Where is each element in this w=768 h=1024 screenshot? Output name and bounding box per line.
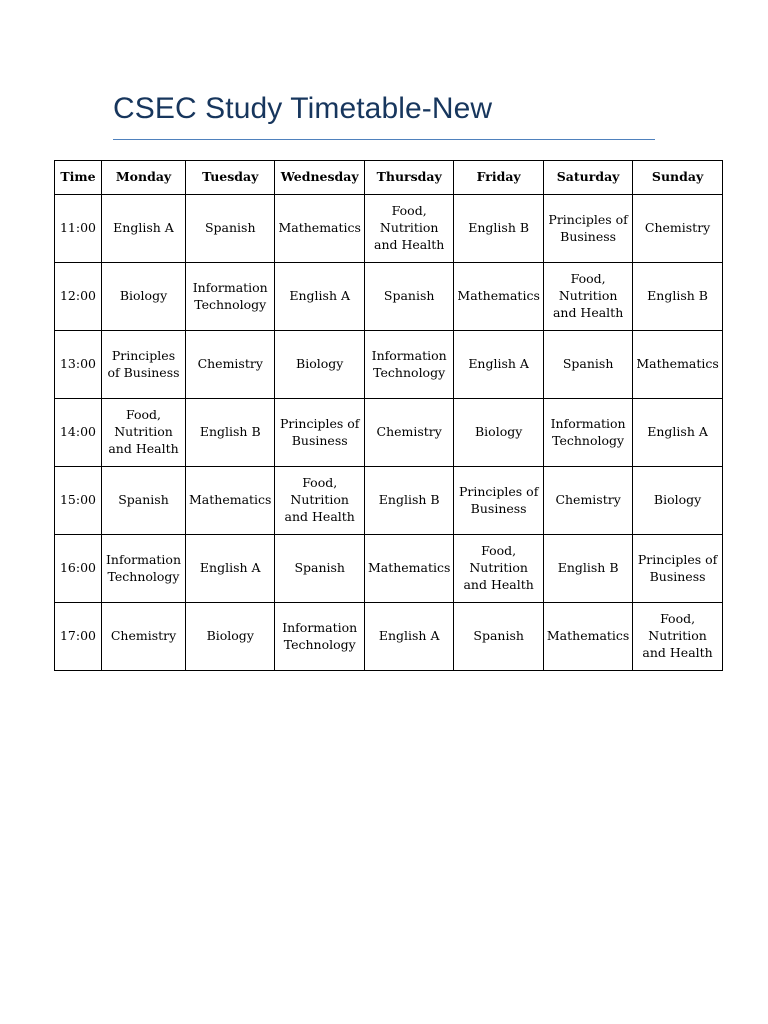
table-row bbox=[55, 535, 723, 603]
table-row bbox=[55, 399, 723, 467]
subject-cell: Spanish bbox=[186, 195, 275, 263]
subject-cell: English A bbox=[102, 195, 186, 263]
time-cell: 15:00 bbox=[55, 467, 102, 535]
column-header-monday: Monday bbox=[102, 161, 186, 195]
subject-cell: English A bbox=[633, 399, 722, 467]
subject-cell: Food, Nutrition and Health bbox=[633, 603, 722, 671]
subject-cell: English B bbox=[633, 263, 722, 331]
subject-cell: Spanish bbox=[454, 603, 543, 671]
subject-cell: Mathematics bbox=[275, 195, 364, 263]
subject-cell: English B bbox=[186, 399, 275, 467]
subject-cell: Chemistry bbox=[543, 467, 632, 535]
subject-cell: Biology bbox=[454, 399, 543, 467]
subject-cell: Mathematics bbox=[454, 263, 543, 331]
subject-cell: Spanish bbox=[543, 331, 632, 399]
subject-cell: Principles of Business bbox=[454, 467, 543, 535]
subject-cell: Information Technology bbox=[186, 263, 275, 331]
page-title: CSEC Study Timetable-New bbox=[113, 92, 493, 125]
column-header-friday: Friday bbox=[454, 161, 543, 195]
subject-cell: English A bbox=[364, 603, 453, 671]
time-cell: 13:00 bbox=[55, 331, 102, 399]
table-row bbox=[55, 263, 723, 331]
time-cell: 17:00 bbox=[55, 603, 102, 671]
subject-cell: Principles of Business bbox=[543, 195, 632, 263]
subject-cell: Chemistry bbox=[633, 195, 722, 263]
study-timetable bbox=[54, 160, 723, 671]
title-underline bbox=[113, 139, 655, 140]
subject-cell: Mathematics bbox=[364, 535, 453, 603]
subject-cell: English B bbox=[364, 467, 453, 535]
subject-cell: Food, Nutrition and Health bbox=[454, 535, 543, 603]
header-row bbox=[55, 161, 723, 195]
subject-cell: Information Technology bbox=[275, 603, 364, 671]
subject-cell: Information Technology bbox=[102, 535, 186, 603]
subject-cell: Food, Nutrition and Health bbox=[543, 263, 632, 331]
subject-cell: Spanish bbox=[364, 263, 453, 331]
subject-cell: Chemistry bbox=[186, 331, 275, 399]
table-row bbox=[55, 195, 723, 263]
subject-cell: Food, Nutrition and Health bbox=[364, 195, 453, 263]
time-cell: 11:00 bbox=[55, 195, 102, 263]
time-cell: 12:00 bbox=[55, 263, 102, 331]
subject-cell: Spanish bbox=[275, 535, 364, 603]
subject-cell: Chemistry bbox=[364, 399, 453, 467]
table-row bbox=[55, 603, 723, 671]
subject-cell: Biology bbox=[102, 263, 186, 331]
subject-cell: Mathematics bbox=[186, 467, 275, 535]
column-header-sunday: Sunday bbox=[633, 161, 722, 195]
subject-cell: Spanish bbox=[102, 467, 186, 535]
table-row bbox=[55, 331, 723, 399]
subject-cell: Biology bbox=[633, 467, 722, 535]
time-cell: 16:00 bbox=[55, 535, 102, 603]
column-header-thursday: Thursday bbox=[364, 161, 453, 195]
subject-cell: English B bbox=[454, 195, 543, 263]
subject-cell: Biology bbox=[186, 603, 275, 671]
subject-cell: Food, Nutrition and Health bbox=[275, 467, 364, 535]
subject-cell: Biology bbox=[275, 331, 364, 399]
subject-cell: Chemistry bbox=[102, 603, 186, 671]
subject-cell: Principles of Business bbox=[275, 399, 364, 467]
column-header-tuesday: Tuesday bbox=[186, 161, 275, 195]
subject-cell: Food, Nutrition and Health bbox=[102, 399, 186, 467]
subject-cell: Information Technology bbox=[364, 331, 453, 399]
subject-cell: Mathematics bbox=[633, 331, 722, 399]
subject-cell: English A bbox=[275, 263, 364, 331]
subject-cell: English B bbox=[543, 535, 632, 603]
subject-cell: Mathematics bbox=[543, 603, 632, 671]
subject-cell: English A bbox=[186, 535, 275, 603]
column-header-wednesday: Wednesday bbox=[275, 161, 364, 195]
column-header-time: Time bbox=[55, 161, 102, 195]
subject-cell: Principles of Business bbox=[102, 331, 186, 399]
table-row bbox=[55, 467, 723, 535]
subject-cell: Information Technology bbox=[543, 399, 632, 467]
time-cell: 14:00 bbox=[55, 399, 102, 467]
subject-cell: Principles of Business bbox=[633, 535, 722, 603]
subject-cell: English A bbox=[454, 331, 543, 399]
column-header-saturday: Saturday bbox=[543, 161, 632, 195]
